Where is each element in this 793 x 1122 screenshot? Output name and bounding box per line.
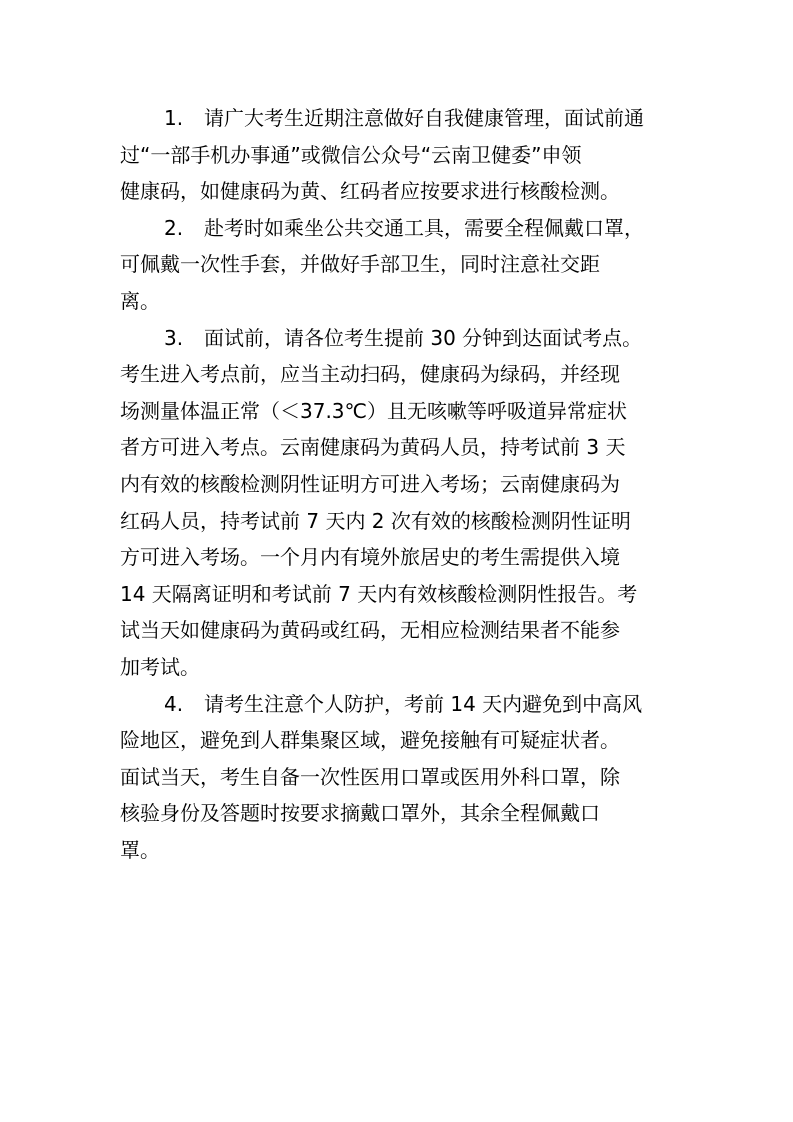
paragraph-line <box>120 210 676 247</box>
paragraph-line: 核验身份及答题时按要求摘戴口罩外，其余全程佩戴口 <box>120 801 600 826</box>
paragraph-line: 险地区，避免到人群集聚区域，避免接触有可疑症状者。 <box>120 728 620 753</box>
item-number: 1. <box>164 106 184 130</box>
paragraph-line <box>120 100 676 137</box>
paragraph-line: 场测量体温正常（＜37.3℃）且无咳嗽等呼吸道异常症状 <box>120 398 627 423</box>
paragraph-line: 可佩戴一次性手套，并做好手部卫生，同时注意社交距 <box>120 252 600 277</box>
item-number: 3. <box>164 325 184 350</box>
line-text: 请考生注意个人防护，考前 14 天内避免到中高风 <box>204 691 643 716</box>
paragraph-line: 过“一部手机办事通”或微信公众号“云南卫健委”申领 <box>120 142 582 167</box>
paragraph-line <box>120 686 676 723</box>
paragraph-line <box>120 320 676 357</box>
notice-item-1 <box>120 100 676 210</box>
paragraph-line: 罩。 <box>120 837 160 862</box>
paragraph-line: 健康码，如健康码为黄、红码者应按要求进行核酸检测。 <box>120 179 620 204</box>
paragraph-line: 加考试。 <box>120 654 200 679</box>
line-text: 请广大考生近期注意做好自我健康管理，面试前通 <box>204 106 644 130</box>
paragraph-line: 红码人员，持考试前 7 天内 2 次有效的核酸检测阴性证明 <box>120 508 631 533</box>
line-text: 面试前，请各位考生提前 30 分钟到达面试考点。 <box>204 325 643 350</box>
paragraph-line: 试当天如健康码为黄码或红码，无相应检测结果者不能参 <box>120 618 620 643</box>
paragraph-line: 方可进入考场。一个月内有境外旅居史的考生需提供入境 <box>120 545 620 570</box>
paragraph-line: 内有效的核酸检测阴性证明方可进入考场；云南健康码为 <box>120 471 620 496</box>
item-number: 4. <box>164 691 184 716</box>
notice-body <box>120 100 676 868</box>
notice-item-3 <box>120 320 676 686</box>
paragraph-line: 离。 <box>120 288 160 313</box>
notice-item-4 <box>120 686 676 869</box>
paragraph-line: 考生进入考点前，应当主动扫码，健康码为绿码，并经现 <box>120 362 620 387</box>
notice-item-2 <box>120 210 676 320</box>
paragraph-line: 者方可进入考点。云南健康码为黄码人员，持考试前 3 天 <box>120 435 626 460</box>
paragraph-line: 14 天隔离证明和考试前 7 天内有效核酸检测阴性报告。考 <box>120 581 638 606</box>
line-text: 赴考时如乘坐公共交通工具，需要全程佩戴口罩， <box>204 215 644 240</box>
paragraph-line: 面试当天，考生自备一次性医用口罩或医用外科口罩，除 <box>120 764 620 789</box>
item-number: 2. <box>164 215 184 240</box>
